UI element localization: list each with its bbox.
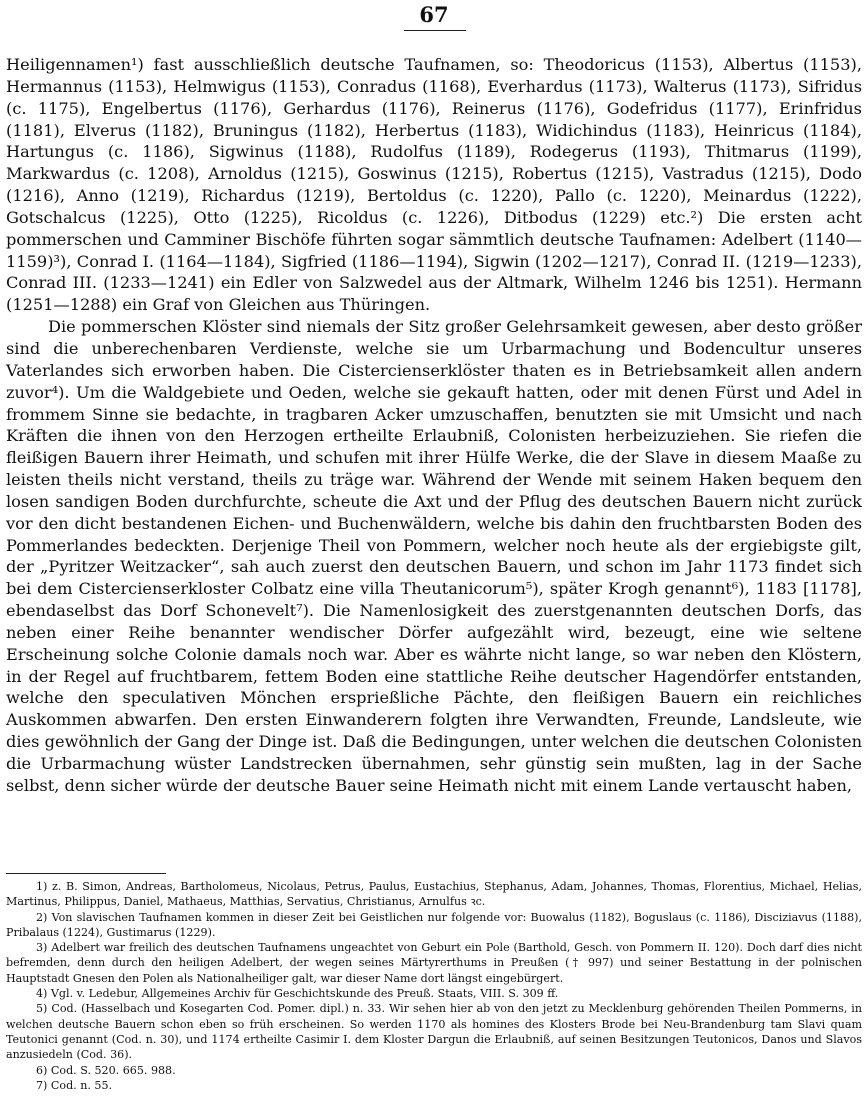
page-number-rule bbox=[404, 30, 466, 31]
footnote: 1) z. B. Simon, Andreas, Bartholomeus, Nicolaus, Petrus, Paulus, Eustachius, Stephanus, Adam, Johannes, Thomas, Florentius, Michael, Helias, Martinus, Philippus, Daniel, Mathaeus, Matthias, Servatius, Christianus, Arnulfus ꝛc. bbox=[6, 880, 862, 909]
footnote-divider bbox=[6, 873, 166, 874]
footnote: 3) Adelbert war freilich des deutschen Taufnamens ungeachtet von Geburt ein Pole (Barthold, Gesch. von Pommern II. 120). Doch darf dies nicht befremden, denn durch den heiligen Adelbert, der wegen seines Märtyrerthums in Preußen († 997) und seiner Bestattung in der polnischen Hauptstadt Gnesen den Polen als Nationalheiliger galt, war dieser Name dort längst eingebürgert. bbox=[6, 941, 862, 985]
footnote: 2) Von slavischen Taufnamen kommen in dieser Zeit bei Geistlichen nur folgende vor: Buowalus (1182), Boguslaus (c. 1186), Disciziavus (1188), Pribalaus (1224), Gustimarus (1229). bbox=[6, 910, 862, 939]
document-page bbox=[6, 0, 862, 1120]
page-number: 67 bbox=[419, 2, 449, 27]
paragraph: Die pommerschen Klöster sind niemals der Sitz großer Gelehrsamkeit gewesen, aber desto größer sind die unberechenbaren Verdienste, welche sie um Urbarmachung und Bodencultur unseres Vaterlandes sich erworben haben. Die Cistercienserklöster thaten es in Betriebsamkeit allen andern zuvor⁴). Um die Waldgebiete und Oeden, welche sie gekauft hatten, oder mit denen Fürst und Adel in frommem Sinne sie bedachte, in tragbaren Acker umzuschaffen, benutzten sie mit Umsicht und nach Kräften die ihnen von den Herzogen ertheilte Erlaubniß, Colonisten herbeizuziehen. Sie riefen die fleißigen Bauern ihrer Heimath, und schufen mit ihrer Hülfe Werke, die der Slave in diesem Maaße zu leisten theils nicht verstand, theils zu träge war. Während der Wende mit seinem Haken bequem den losen sandigen Boden durchfurchte, scheute die Axt und der Pflug des deutschen Bauern nicht zurück vor den dicht bestandenen Eichen- und Buchenwäldern, welche bis dahin den fruchtbarsten Boden des Pommerlandes bedeckten. Derjenige Theil von Pommern, welcher noch heute als der ergiebigste gilt, der „Pyritzer Weitzacker“, sah auch zuerst den deutschen Bauern, und schon im Jahr 1173 findet sich bei dem Cistercienserkloster Colbatz eine villa Theutanicorum⁵), später Krogh genannt⁶), 1183 [1178], ebendaselbst das Dorf Schonevelt⁷). Die Namenlosigkeit des zuerstgenannten deutschen Dorfs, das neben einer Reihe benannter wendischer Dörfer aufgezählt wird, bezeugt, eine wie seltene Erscheinung solche Colonie damals noch war. Aber es währte nicht lange, so war neben den Klöstern, in der Regel auf fruchtbarem, fettem Boden eine stattliche Reihe deutscher Hagendörfer entstanden, welche den speculativen Mönchen ersprießliche Pächte, den fleißigen Bauern ein reichliches Auskommen abwarfen. Den ersten Einwanderern folgten ihre Verwandten, Freunde, Landsleute, wie dies gewöhnlich der Gang der Dinge ist. Daß die Bedingungen, unter welchen die deutschen Colonisten die Urbarmachung wüster Landstrecken übernahmen, sehr günstig sein mußten, lag in der Sache selbst, denn sicher würde der deutsche Bauer seine Heimath nicht mit einem Lande vertauscht haben, bbox=[6, 317, 862, 795]
paragraph: Heiligennamen¹) fast ausschließlich deutsche Taufnamen, so: Theodoricus (1153), Albertus (1153), Hermannus (1153), Helmwigus (1153), Conradus (1168), Everhardus (1173), Walterus (1173), Sifridus (c. 1175), Engelbertus (1176), Gerhardus (1176), Reinerus (1176), Godefridus (1177), Erinfridus (1181), Elverus (1182), Bruningus (1182), Herbertus (1183), Widichindus (1183), Heinricus (1184), Hartungus (c. 1186), Sigwinus (1188), Rudolfus (1189), Rodegerus (1193), Thitmarus (1199), Markwardus (c. 1208), Arnoldus (1215), Goswinus (1215), Robertus (1215), Vastradus (1215), Dodo (1216), Anno (1219), Richardus (1219), Bertoldus (c. 1220), Pallo (c. 1220), Meinardus (1222), Gotschalcus (1225), Otto (1225), Ricoldus (c. 1226), Ditbodus (1229) etc.²) Die ersten acht pommerschen und Camminer Bischöfe führten sogar sämmtlich deutsche Taufnamen: Adelbert (1140—1159)³), Conrad I. (1164—1184), Sigfried (1186—1194), Sigwin (1202—1217), Conrad II. (1219—1233), Conrad III. (1233—1241) ein Edler von Salzwedel aus der Altmark, Wilhelm 1246 bis 1251). Hermann (1251—1288) ein Graf von Gleichen aus Thüringen. bbox=[6, 55, 862, 315]
footnote: 5) Cod. (Hasselbach und Kosegarten Cod. Pomer. dipl.) n. 33. Wir sehen hier ab von den jetzt zu Mecklenburg gehörenden Theilen Pommerns, in welchen deutsche Bauern schon eben so früh erscheinen. So werden 1170 als homines des Klosters Brode bei Neu-Brandenburg tam Slavi quam Teutonici genannt (Cod. n. 30), und 1174 ertheilte Casimir I. dem Kloster Dargun die Erlaubniß, auf seinen Besitzungen Teutonicos, Danos und Slavos anzusiedeln (Cod. 36). bbox=[6, 1002, 862, 1062]
footnote: 6) Cod. S. 520. 665. 988. bbox=[36, 1063, 176, 1077]
footnote: 4) Vgl. v. Ledebur, Allgemeines Archiv für Geschichtskunde des Preuß. Staats, VIII. S. 309 ff. bbox=[36, 987, 559, 1001]
footnotes bbox=[6, 879, 862, 1093]
body-text bbox=[6, 54, 862, 797]
footnote: 7) Cod. n. 55. bbox=[36, 1078, 113, 1092]
